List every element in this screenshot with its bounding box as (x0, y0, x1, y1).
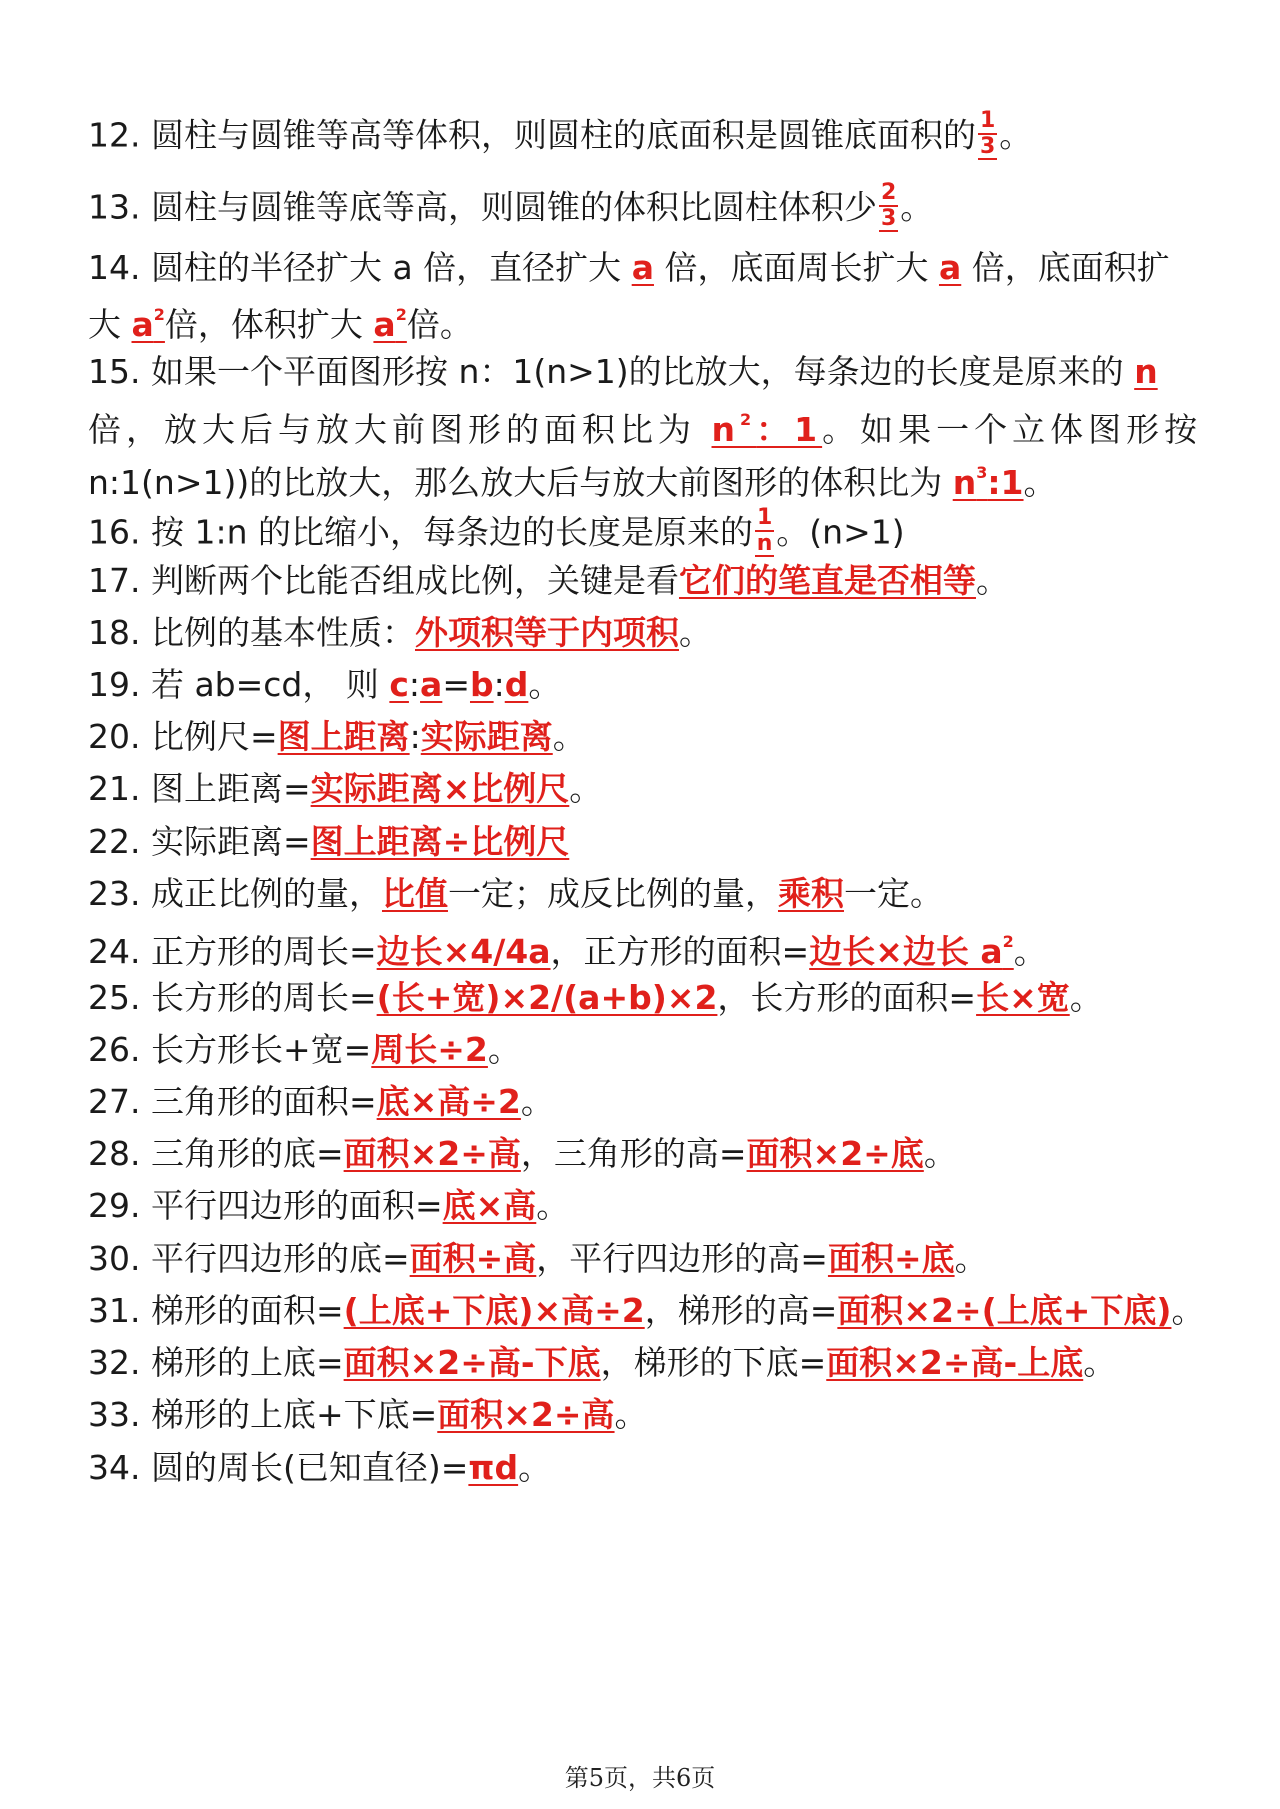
answer: 面积×2÷高 (343, 1134, 521, 1173)
item-33: 33. 梯形的上底+下底=面积×2÷高。 (88, 1395, 648, 1434)
answer: (上底+下底)×高÷2 (343, 1291, 645, 1330)
answer: $a^2$ (373, 305, 407, 344)
item-12: 12. 圆柱与圆锥等高等体积，则圆柱的底面积是圆锥底面积的 $\frac{1}{3}$ 。 (88, 108, 1033, 159)
answer: 实际距离×比例尺 (310, 769, 570, 808)
answer: 面积×2÷高 (437, 1395, 615, 1434)
answer: $n^2$：1 (711, 410, 823, 449)
fraction-answer (978, 110, 997, 160)
item-14-line-1: 14. 圆柱的半径扩大 a 倍，直径扩大 a 倍，底面周长扩大 a 倍，底面积扩 (88, 248, 1170, 287)
item-24: 24. 正方形的周长=边长×4/4a，正方形的面积=边长×边长 $a^2$。 (88, 932, 1047, 971)
answer: a (420, 665, 443, 704)
answer: c (389, 665, 409, 704)
answer: 图上距离 (277, 717, 410, 756)
answer: 外项积等于内项积 (414, 613, 679, 652)
item-19: 19. 若 ab=cd， 则 c:a=b:d。 (88, 665, 562, 704)
answer: 面积÷高 (409, 1239, 537, 1278)
item-15-line-2: 倍，放大后与放大前图形的面积比为 $n^2$：1。如果一个立体图形按 (88, 410, 1203, 449)
answer: 周长÷2 (371, 1030, 488, 1069)
answer: d (504, 665, 529, 704)
fraction-denominator: 3 (979, 134, 996, 159)
item-17: 17. 判断两个比能否组成比例，关键是看它们的笔直是否相等。 (88, 561, 1009, 600)
item-27: 27. 三角形的面积=底×高÷2。 (88, 1082, 554, 1121)
answer: 面积×2÷底 (746, 1134, 924, 1173)
answer: b (469, 665, 494, 704)
answer: 底×高÷2 (376, 1082, 521, 1121)
answer: πd (468, 1448, 519, 1487)
item-15-line-1: 15. 如果一个平面图形按 n：1(n>1)的比放大，每条边的长度是原来的 n (88, 352, 1158, 391)
item-32: 32. 梯形的上底=面积×2÷高-下底，梯形的下底=面积×2÷高-上底。 (88, 1343, 1117, 1382)
answer: 比值 (381, 874, 448, 913)
answer: 面积÷底 (827, 1239, 955, 1278)
answer: 它们的笔直是否相等 (678, 561, 976, 600)
answer: 乘积 (777, 874, 844, 913)
answer: 面积×2÷(上底+下底) (837, 1291, 1172, 1330)
answer: 实际距离 (420, 717, 553, 756)
answer: 图上距离÷比例尺 (310, 822, 570, 861)
fraction-numerator: 2 (880, 180, 897, 205)
item-21: 21. 图上距离=实际距离×比例尺。 (88, 769, 603, 808)
answer: 长×宽 (976, 978, 1070, 1017)
item-23: 23. 成正比例的量，比值一定；成反比例的量，乘积一定。 (88, 874, 943, 913)
answer: a (631, 248, 654, 287)
item-25: 25. 长方形的周长=(长+宽)×2/(a+b)×2，长方形的面积=长×宽。 (88, 978, 1103, 1017)
answer: a (938, 248, 962, 287)
answer: 底×高 (442, 1186, 537, 1225)
fraction-numerator: 1 (756, 505, 773, 530)
answer: $a^2$ (131, 305, 165, 344)
answer: 面积×2÷高-上底 (826, 1343, 1084, 1382)
item-13-text: 13. 圆柱与圆锥等底等高，则圆锥的体积比圆柱体积少 (88, 187, 877, 227)
fraction-denominator: n (756, 531, 773, 556)
answer: $n^3:1$ (952, 463, 1024, 502)
answer: n (1134, 352, 1158, 391)
item-20: 20. 比例尺=图上距离:实际距离。 (88, 717, 586, 756)
page-footer: 第5页，共6页 (564, 1764, 716, 1792)
answer: 面积×2÷高-下底 (343, 1343, 601, 1382)
item-26: 26. 长方形长+宽=周长÷2。 (88, 1030, 521, 1069)
fraction-denominator: 3 (880, 206, 897, 231)
item-22: 22. 实际距离=图上距离÷比例尺 (88, 822, 570, 861)
item-13: 13. 圆柱与圆锥等底等高，则圆锥的体积比圆柱体积少 $\frac{2}{3}$ 。 (88, 180, 934, 231)
item-18: 18. 比例的基本性质：外项积等于内项积。 (88, 613, 712, 652)
item-34: 34. 圆的周长(已知直径)=πd。 (88, 1448, 552, 1487)
item-12-text: 12. 圆柱与圆锥等高等体积，则圆柱的底面积是圆锥底面积的 (88, 115, 976, 155)
item-15-line-3: n:1(n>1))的比放大，那么放大后与放大前图形的体积比为 $n^3:1$。 (88, 463, 1057, 502)
item-31: 31. 梯形的面积=(上底+下底)×高÷2，梯形的高=面积×2÷(上底+下底)。 (88, 1291, 1205, 1330)
answer: 边长×4/4a (376, 932, 551, 971)
fraction-numerator: 1 (979, 108, 996, 133)
answer: 边长×边长 $a^2$ (809, 932, 1014, 971)
item-29: 29. 平行四边形的面积=底×高。 (88, 1186, 570, 1225)
item-28: 28. 三角形的底=面积×2÷高，三角形的高=面积×2÷底。 (88, 1134, 957, 1173)
item-16: 16. 按 1:n 的比缩小，每条边的长度是原来的 $\frac{1}{n}$ 。(n>1) (88, 505, 905, 556)
fraction-answer (755, 507, 774, 557)
fraction-answer (879, 182, 898, 232)
item-30: 30. 平行四边形的底=面积÷高，平行四边形的高=面积÷底。 (88, 1239, 988, 1278)
answer: (长+宽)×2/(a+b)×2 (376, 978, 718, 1017)
item-14-line-2: 大 $a^2$倍，体积扩大 $a^2$倍。 (88, 305, 473, 344)
